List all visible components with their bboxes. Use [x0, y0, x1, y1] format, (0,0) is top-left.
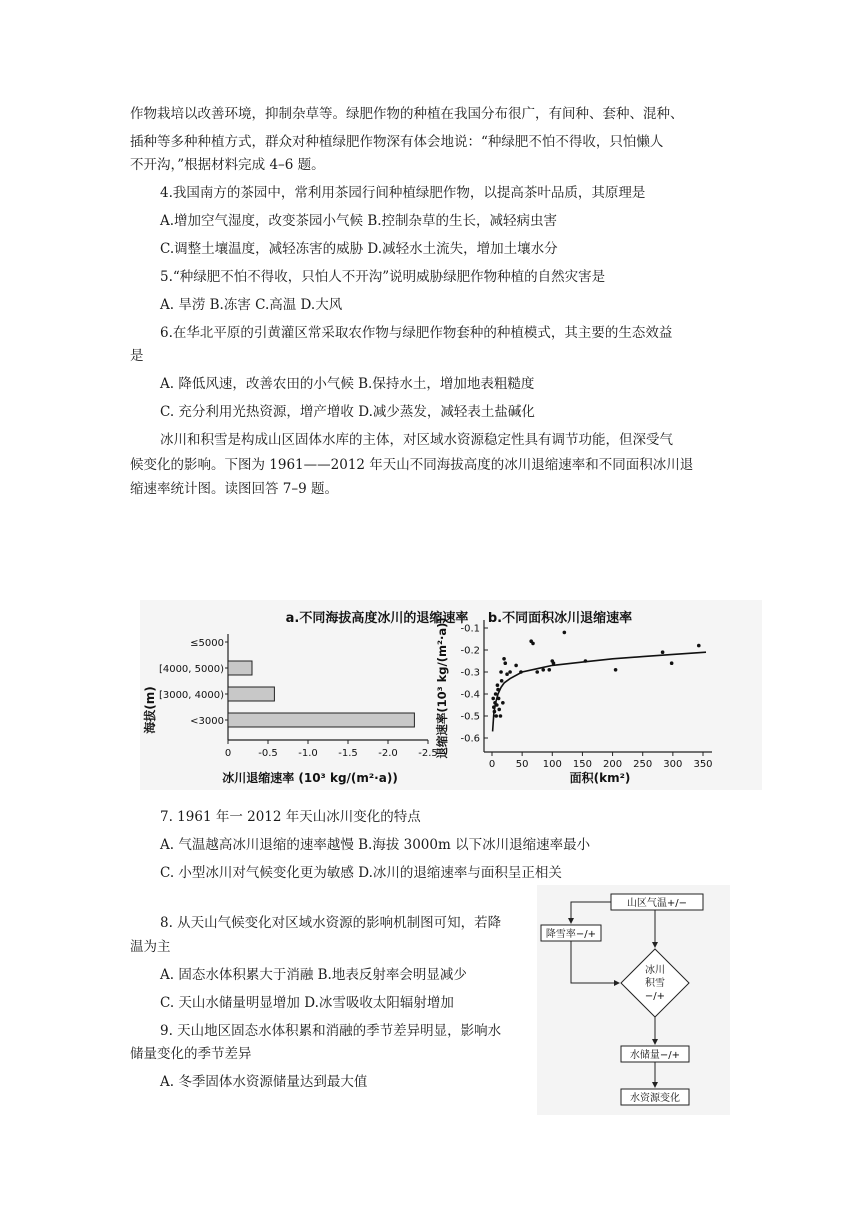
chart-b-x-tick-label: 350 [693, 759, 713, 770]
chart-a-group [142, 610, 468, 785]
chart-b-point [503, 661, 507, 665]
chart-b-y-tick-label: -0.3 [460, 667, 480, 679]
question-5-options: A. 旱涝 B.冻害 C.高温 D.大风 [160, 297, 343, 313]
chart-b-x-tick-label: 50 [515, 759, 529, 770]
chart-b-point [531, 642, 535, 646]
chart-a-x-tick-label: 0 [224, 748, 232, 759]
chart-b-point [497, 708, 501, 712]
glacier-charts-svg [140, 600, 762, 790]
chart-b-point [697, 644, 701, 648]
question-4-options-cd: C.调整土壤温度，减轻冻害的威胁 D.减轻水土流失，增加土壤水分 [160, 241, 558, 257]
chart-a-title: a.不同海拔高度冰川的退缩速率 [285, 611, 469, 626]
diamond-label-1: 冰川 [645, 965, 665, 976]
chart-b-point [519, 670, 523, 674]
diamond-label-3: −/+ [644, 991, 666, 1002]
flowchart-background [537, 885, 730, 1115]
chart-b-point [501, 701, 505, 705]
chart-b-point [500, 679, 504, 683]
chart-b-xlabel: 面积(km²) [569, 771, 631, 785]
chart-a-category-label: <3000 [190, 716, 224, 727]
question-8-stem: 8. 从天山气候变化对区域水资源的影响机制图可知，若降 [160, 915, 502, 931]
passage2-line-1: 冰川和积雪是构成山区固体水库的主体，对区域水资源稳定性具有调节功能，但深受气 [160, 432, 673, 448]
chart-b-point [670, 661, 674, 665]
chart-b-point [494, 714, 498, 718]
question-6-stem: 6.在华北平原的引黄灌区常采取农作物与绿肥作物套种的种植模式，其主要的生态效益 [160, 325, 673, 341]
chart-b-group [435, 610, 713, 785]
question-6-options-cd: C. 充分利用光热资源，增产增收 D.减少蒸发，减轻表土盐碱化 [160, 404, 535, 420]
chart-b-x-tick-label: 0 [488, 759, 496, 770]
chart-b-trend-line [493, 652, 706, 731]
box-water-storage-label: 水储量−/+ [629, 1050, 681, 1061]
chart-a-x-tick-label: -1.0 [298, 748, 318, 759]
question-7-options-cd: C. 小型冰川对气候变化更为敏感 D.冰川的退缩速率与面积呈正相关 [160, 865, 562, 881]
chart-b-title: b.不同面积冰川退缩速率 [487, 611, 633, 626]
chart-b-point [661, 650, 665, 654]
chart-b-point [497, 697, 501, 701]
intro-line-1: 作物栽培以改善环境，抑制杂草等。绿肥作物的种植在我国分布很广，有间种、套种、混种、 [130, 106, 684, 122]
chart-b-point [492, 705, 496, 709]
intro-line-2: 插种等多种种植方式，群众对种植绿肥作物深有体会地说：“种绿肥不怕不得收，只怕懒人 [130, 134, 664, 150]
chart-b-point [499, 714, 503, 718]
chart-b-point [505, 672, 509, 676]
chart-b-point [494, 692, 498, 696]
chart-a-bar [228, 687, 274, 701]
question-8-stem-cont: 温为主 [130, 939, 171, 955]
climate-water-flowchart [537, 885, 730, 1115]
passage2-line-3: 缩速率统计图。读图回答 7–9 题。 [130, 481, 339, 497]
chart-b-point [496, 683, 500, 687]
chart-b-point [508, 670, 512, 674]
chart-b-point [495, 703, 499, 707]
chart-b-y-tick-label: -0.4 [460, 689, 480, 701]
chart-a-category-label: ≤5000 [190, 638, 224, 649]
chart-b-y-tick-label: -0.2 [460, 645, 480, 657]
question-9-stem: 9. 天山地区固态水体积累和消融的季节差异明显，影响水 [160, 1023, 502, 1039]
chart-b-point [496, 688, 500, 692]
chart-b-point [493, 710, 497, 714]
question-8-options-ab: A. 固态水体积累大于消融 B.地表反射率会明显减少 [160, 967, 467, 983]
chart-a-bar [228, 661, 252, 675]
chart-a-xlabel: 冰川退缩速率 (10³ kg/(m²·a)) [222, 771, 398, 785]
chart-b-point [547, 668, 551, 672]
question-9-stem-cont: 储量变化的季节差异 [130, 1046, 252, 1062]
chart-b-x-tick-label: 300 [663, 759, 683, 770]
question-8-options-cd: C. 天山水储量明显增加 D.冰雪吸收太阳辐射增加 [160, 995, 454, 1011]
question-6-stem-cont: 是 [130, 348, 144, 364]
chart-b-point [614, 668, 618, 672]
question-7-stem: 7. 1961 年一 2012 年天山冰川变化的特点 [160, 809, 421, 825]
question-7-options-ab: A. 气温越高冰川退缩的速率越慢 B.海拔 3000m 以下冰川退缩速率最小 [160, 837, 591, 853]
diamond-label-2: 积雪 [645, 978, 665, 989]
chart-b-point [502, 657, 506, 661]
intro-line-3: 不开沟，”根据材料完成 4–6 题。 [130, 157, 325, 173]
glacier-charts-figure [140, 600, 762, 790]
chart-b-point [541, 668, 545, 672]
chart-b-x-tick-label: 150 [572, 759, 592, 770]
question-4-options-ab: A.增加空气湿度，改变茶园小气候 B.控制杂草的生长，减轻病虫害 [160, 213, 558, 229]
chart-a-bar [228, 713, 414, 727]
chart-b-x-tick-label: 100 [542, 759, 562, 770]
question-5-stem: 5.“种绿肥不怕不得收，只怕人不开沟”说明威胁绿肥作物种植的自然灾害是 [160, 269, 606, 285]
chart-b-point [584, 659, 588, 663]
chart-b-y-tick-label: -0.6 [460, 733, 480, 745]
chart-a-ylabel: 海拔(m) [143, 686, 157, 734]
chart-b-point [552, 661, 556, 665]
chart-a-category-label: [4000, 5000) [158, 664, 224, 675]
chart-b-x-tick-label: 200 [603, 759, 623, 770]
chart-b-point [535, 670, 539, 674]
box-temperature-label: 山区气温+/− [626, 898, 688, 909]
passage2-line-2: 候变化的影响。下图为 1961——2012 年天山不同海拔高度的冰川退缩速率和不同面积冰川退 [130, 457, 694, 473]
chart-b-point [563, 631, 567, 635]
chart-b-y-tick-label: -0.5 [460, 711, 480, 723]
flowchart-svg [537, 885, 730, 1115]
question-6-options-ab: A. 降低风速，改善农田的小气候 B.保持水土，增加地表粗糙度 [160, 376, 535, 392]
question-9-option-a: A. 冬季固体水资源储量达到最大值 [160, 1074, 368, 1090]
chart-b-point [514, 664, 518, 668]
box-snowfall-label: 降雪率−/+ [545, 929, 597, 940]
chart-b-y-tick-label: -0.1 [460, 623, 480, 635]
chart-b-x-tick-label: 250 [633, 759, 653, 770]
question-4-stem: 4.我国南方的茶园中，常利用茶园行间种植绿肥作物，以提高茶叶品质，其原理是 [160, 185, 646, 201]
chart-a-x-tick-label: -0.5 [258, 748, 278, 759]
chart-a-x-tick-label: -2.0 [378, 748, 398, 759]
chart-a-x-tick-label: -2.5 [418, 748, 438, 759]
chart-b-point [499, 670, 503, 674]
chart-a-x-tick-label: -1.5 [338, 748, 358, 759]
chart-a-category-label: [3000, 4000) [158, 690, 224, 701]
chart-b-ylabel: 退缩速率(10³ kg/(m²·a)) [435, 617, 449, 759]
box-water-change-label: 水资源变化 [630, 1093, 680, 1104]
chart-b-point [491, 697, 495, 701]
